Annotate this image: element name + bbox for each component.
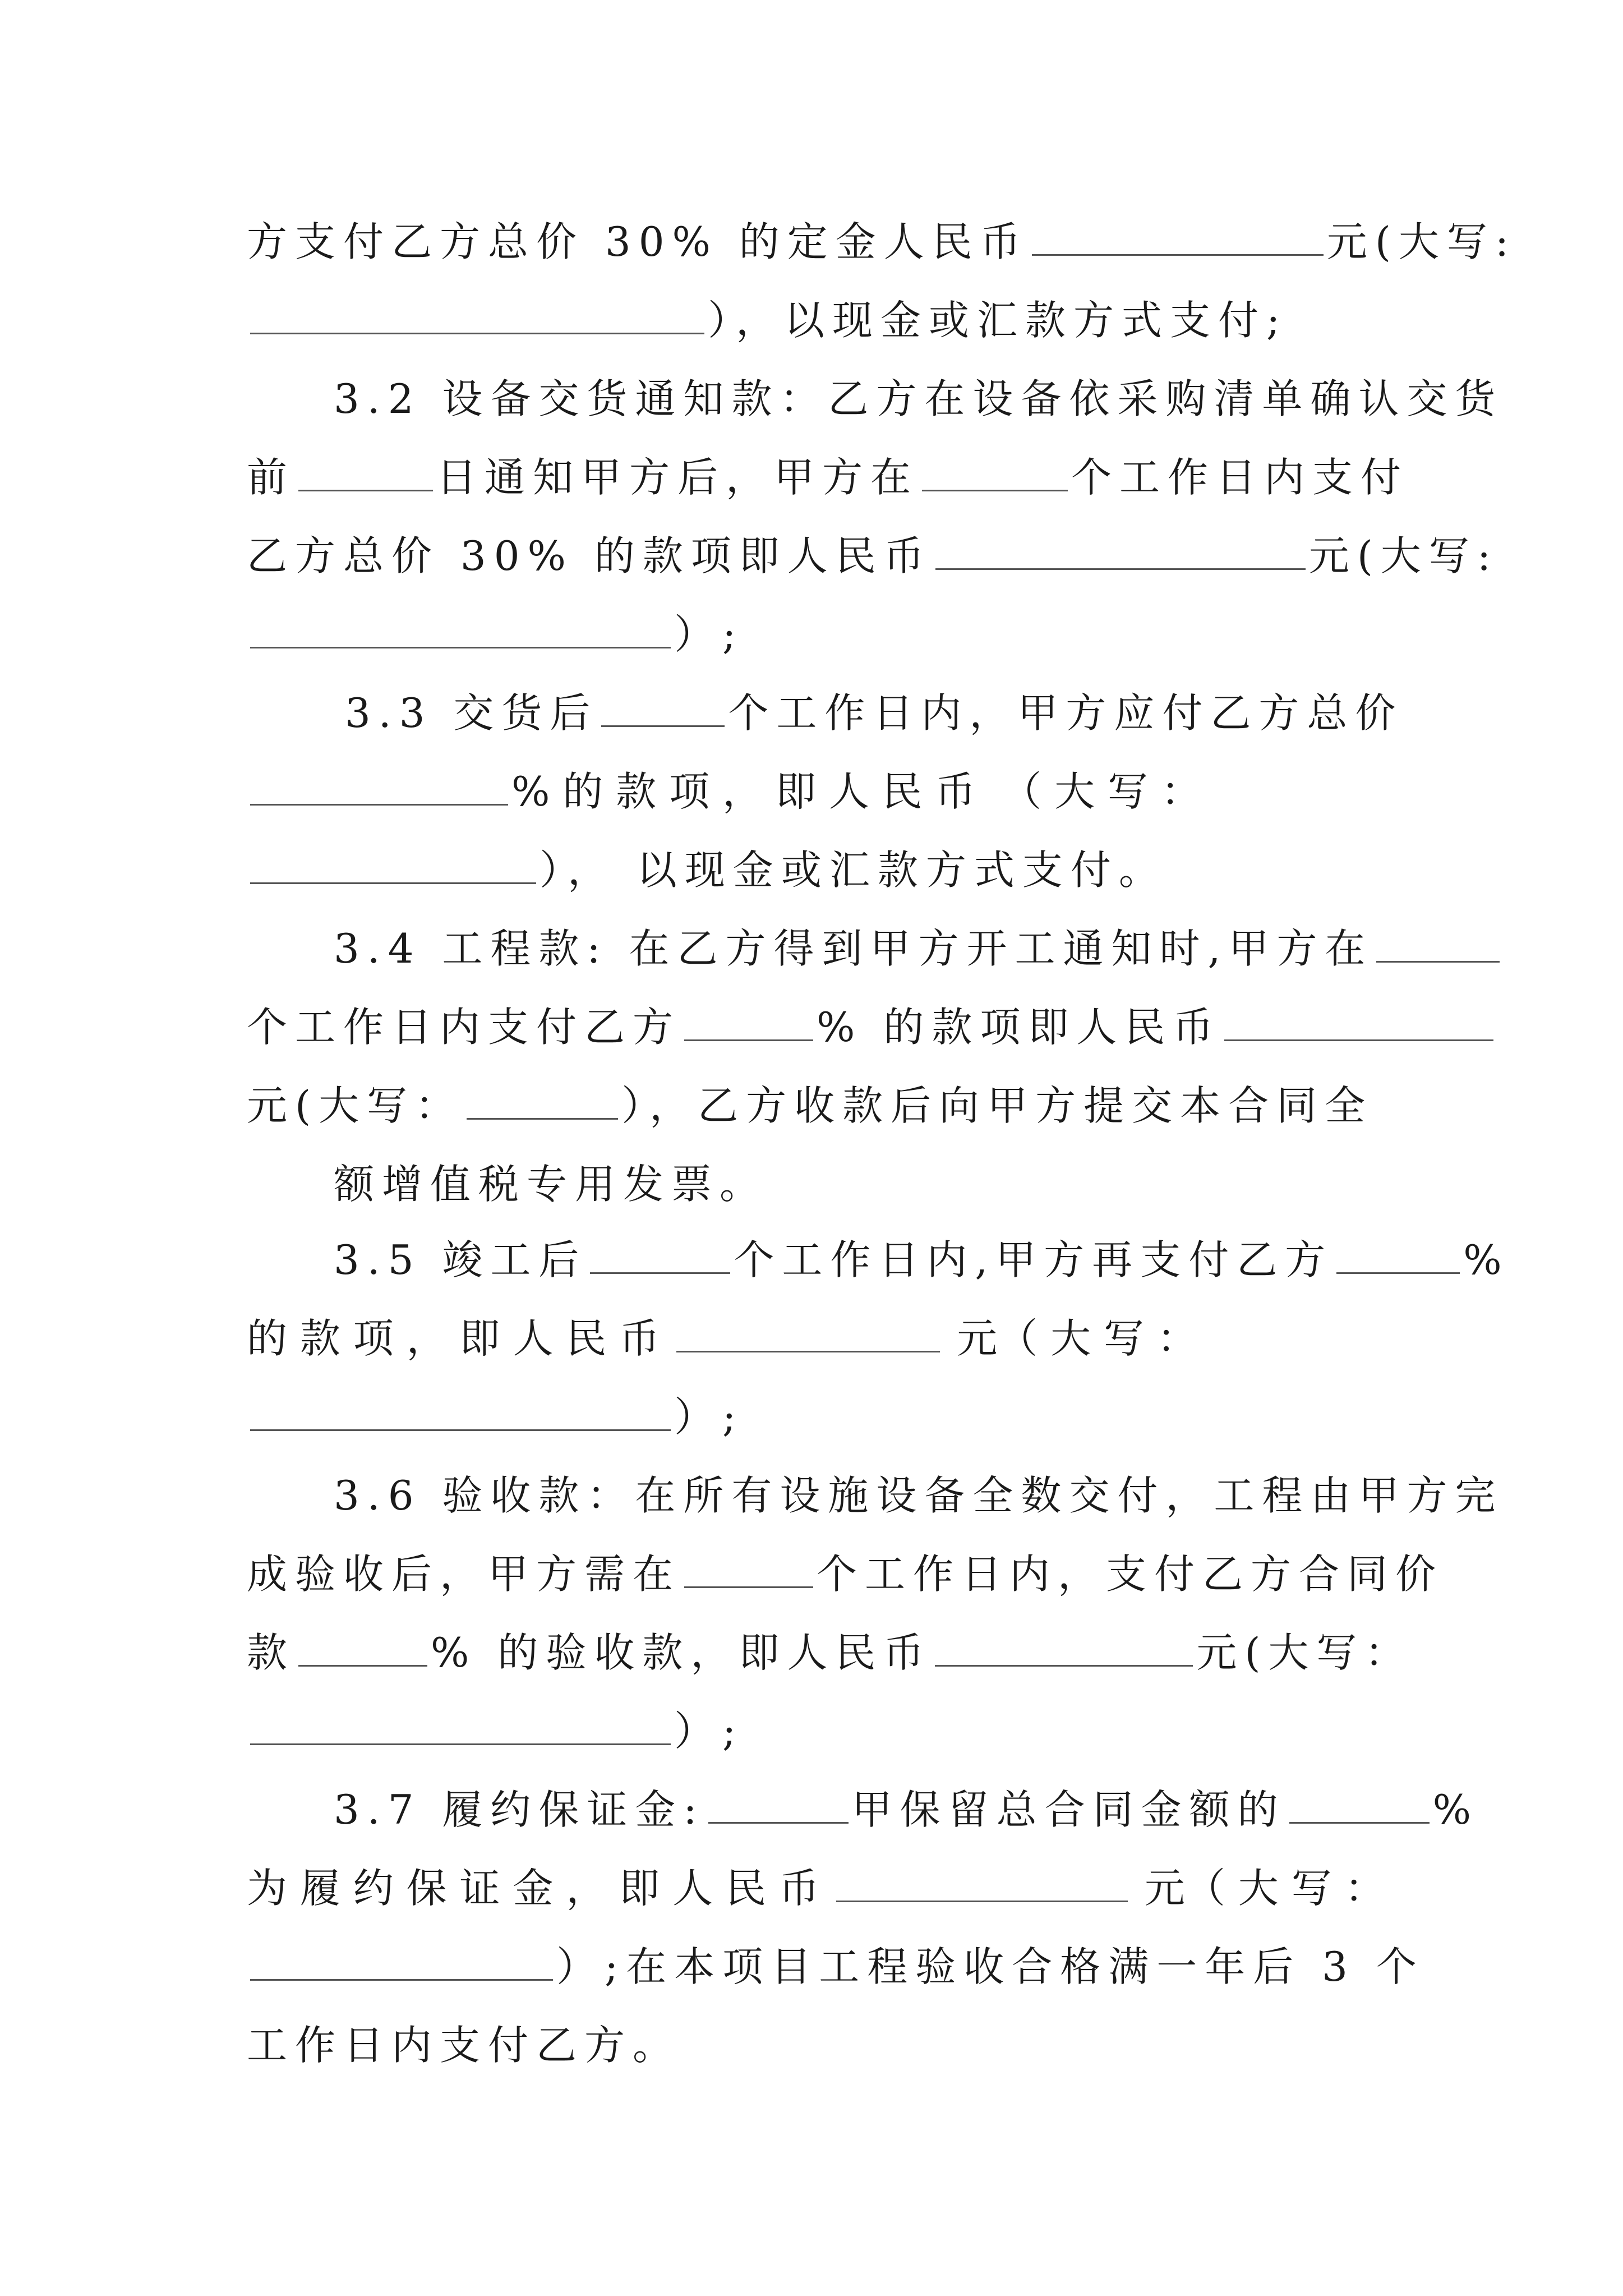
text-line [247, 1941, 1424, 1993]
fill-in-blank[interactable] [1032, 220, 1324, 256]
text-segment: 3.2 设备交货通知款：乙方在设备依采购清单确认交货 [334, 375, 1504, 422]
text-line [247, 452, 1409, 503]
text-line [247, 1001, 1497, 1053]
text-line [247, 295, 1288, 346]
text-segment: 元（ 大 写 ： [957, 1315, 1197, 1362]
text-line [247, 1705, 744, 1757]
text-segment: 元(大写： [247, 1082, 464, 1129]
fill-in-blank[interactable] [250, 1945, 553, 1981]
fill-in-blank[interactable] [298, 456, 433, 491]
text-line [334, 1784, 1471, 1835]
text-line [247, 1080, 1373, 1131]
text-line [345, 687, 1403, 739]
text-segment: 元(大写: [1308, 532, 1499, 579]
text-segment: 成验收后，甲方需在 [247, 1550, 681, 1598]
text-line [247, 1548, 1444, 1600]
fill-in-blank[interactable] [467, 1084, 618, 1120]
text-line [247, 1313, 1197, 1364]
text-line [247, 844, 1167, 896]
text-segment: ）， 以现金或汇款方式支付。 [540, 846, 1167, 894]
text-segment: ）; [674, 611, 744, 658]
fill-in-blank[interactable] [935, 1631, 1193, 1667]
text-line [334, 1158, 768, 1210]
text-segment: 个工作日内,甲方再支付乙方 [734, 1236, 1334, 1283]
text-segment: ），乙方收款后向甲方提交本合同全 [621, 1082, 1373, 1129]
text-line [247, 1391, 744, 1443]
fill-in-blank[interactable] [1336, 1239, 1460, 1274]
text-line [247, 766, 1201, 817]
text-segment: 元(大写： [1196, 1629, 1413, 1676]
text-segment: 3.3 交货后 [345, 689, 598, 737]
text-segment: 前 [247, 454, 296, 501]
text-line [247, 1627, 1413, 1678]
text-segment: % [1463, 1236, 1502, 1283]
fill-in-blank[interactable] [298, 1631, 427, 1667]
fill-in-blank[interactable] [1289, 1788, 1430, 1824]
text-line [247, 2019, 681, 2071]
fill-in-blank[interactable] [1224, 1006, 1493, 1041]
text-segment: 为 履 约 保 证 金 ， 即 人 民 币 [247, 1865, 819, 1912]
fill-in-blank[interactable] [590, 1239, 730, 1274]
text-segment: % 的验收款，即人民币 [431, 1629, 932, 1676]
fill-in-blank[interactable] [922, 456, 1068, 491]
fill-in-blank[interactable] [250, 613, 671, 648]
text-segment: 个工作日内支付乙方 [247, 1004, 681, 1051]
fill-in-blank[interactable] [836, 1867, 1128, 1902]
fill-in-blank[interactable] [676, 1317, 940, 1352]
text-line [247, 1862, 1385, 1914]
fill-in-blank[interactable] [250, 1710, 671, 1745]
text-segment: 工作日内支付乙方。 [247, 2022, 681, 2069]
text-segment: 日通知甲方后，甲方在 [436, 454, 919, 501]
text-segment: 3.5 竣工后 [334, 1236, 587, 1283]
fill-in-blank[interactable] [601, 692, 725, 727]
text-line [334, 1470, 1503, 1521]
fill-in-blank[interactable] [250, 770, 508, 806]
text-segment: 甲保留总合同金额的 [851, 1786, 1286, 1833]
fill-in-blank[interactable] [684, 1553, 813, 1588]
text-segment: ）; [674, 1708, 744, 1755]
fill-in-blank[interactable] [1376, 927, 1500, 963]
text-segment: 3.6 验收款：在所有设施设备全数交付，工程由甲方完 [334, 1472, 1504, 1519]
text-line [247, 609, 744, 660]
text-segment: 3.7 履约保证金: [334, 1786, 705, 1833]
fill-in-blank[interactable] [708, 1788, 849, 1824]
text-segment: ）;在本项目工程验收合格满一年后 3 个 [556, 1943, 1424, 1990]
fill-in-blank[interactable] [935, 535, 1306, 570]
text-segment: ），以现金或汇款方式支付; [708, 297, 1288, 344]
text-line [247, 530, 1498, 582]
fill-in-blank[interactable] [250, 299, 704, 334]
text-line [334, 923, 1503, 974]
text-segment: ）; [674, 1393, 744, 1441]
text-segment: % 的款项即人民币 [817, 1004, 1221, 1051]
text-segment: % [1432, 1786, 1472, 1833]
text-segment: 个工作日内支付 [1071, 454, 1409, 501]
text-segment: 元(大写: [1326, 218, 1517, 265]
text-line [334, 1234, 1502, 1286]
text-segment: 个工作日内，支付乙方合同价 [817, 1550, 1444, 1598]
text-segment: % 的 款 项 ， 即 人 民 币 （ 大 写 ： [511, 768, 1201, 815]
text-line [334, 373, 1503, 425]
text-segment: 额增值税专用发票。 [334, 1161, 768, 1208]
text-segment: 3.4 工程款: 在乙方得到甲方开工通知时,甲方在 [334, 925, 1373, 972]
fill-in-blank[interactable] [250, 1396, 671, 1431]
text-segment: 个工作日内，甲方应付乙方总价 [728, 689, 1404, 737]
fill-in-blank[interactable] [250, 849, 536, 884]
text-segment: 元（ 大 写 ： [1144, 1865, 1385, 1912]
text-segment: 乙方总价 30% 的款项即人民币 [247, 532, 932, 579]
text-segment: 的 款 项 ， 即 人 民 币 [247, 1315, 660, 1362]
text-line [247, 216, 1516, 268]
text-segment: 款 [247, 1629, 296, 1676]
fill-in-blank[interactable] [684, 1006, 813, 1041]
text-segment: 方支付乙方总价 30% 的定金人民币 [247, 218, 1029, 265]
